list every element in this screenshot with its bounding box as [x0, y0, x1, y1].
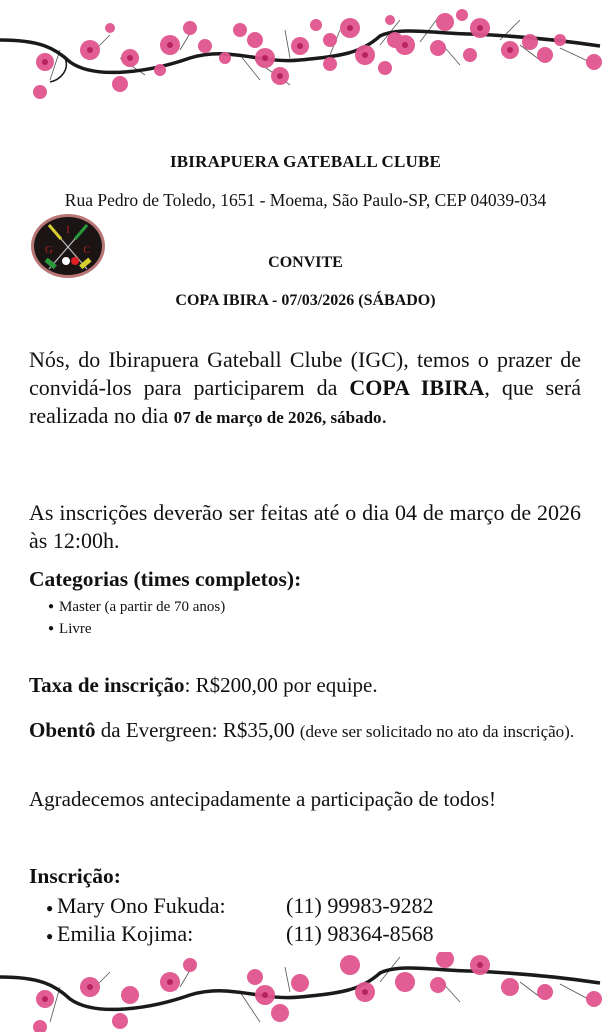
contact-row [46, 892, 434, 920]
invitation-paragraph [29, 346, 581, 432]
category-item: ● Livre [48, 619, 225, 641]
cherry-blossom-branch-bottom [0, 952, 611, 1032]
obento-line [29, 716, 581, 746]
event-heading: COPA IBIRA - 07/03/2026 (SÁBADO) [175, 292, 436, 309]
obento-text: da Evergreen: R$35,00 [95, 718, 300, 742]
categories-list [48, 597, 225, 641]
registration-deadline: As inscrições deverão ser feitas até o dia 04 de março de 2026 às 12:00h. [29, 500, 581, 553]
cherry-blossom-branch-top [0, 0, 611, 100]
logo-letter-c: C [83, 244, 91, 256]
club-name: IBIRAPUERA GATEBALL CLUBE [169, 152, 442, 171]
contact-name: Emilia Kojima: [57, 921, 194, 946]
fee-label: Taxa de inscrição [29, 673, 185, 697]
obento-note: (deve ser solicitado no ato da inscrição). [299, 722, 575, 741]
end-text: . [381, 403, 388, 428]
registration-contacts [46, 892, 434, 948]
event-name: COPA IBIRA [349, 375, 485, 400]
category-item: ● Master (a partir de 70 anos) [48, 597, 225, 619]
club-address: Rua Pedro de Toledo, 1651 - Moema, São Paulo-SP, CEP 04039-034 [64, 190, 547, 210]
document-title: CONVITE [268, 254, 343, 271]
contact-row [46, 920, 434, 948]
categories-title: Categorias (times completos): [29, 567, 302, 591]
event-date: 07 de março de 2026, sábado [173, 408, 382, 427]
contact-name: Mary Ono Fukuda: [57, 893, 226, 918]
fee-value: : R$200,00 por equipe. [184, 673, 378, 697]
registration-title: Inscrição: [29, 864, 121, 888]
contact-phone[interactable]: (11) 99983-9282 [286, 893, 434, 918]
thanks-text: Agradecemos antecipadamente a participação de todos! [29, 787, 497, 811]
intro-text: Nós, do Ibirapuera Gateball Clube (IGC), temos o prazer de convidá-los para participarem da [29, 347, 581, 400]
contact-phone[interactable]: (11) 98364-8568 [286, 921, 434, 946]
fee-line [29, 673, 378, 698]
logo-letter-g: G [45, 244, 53, 256]
logo-letter-i: I [66, 224, 70, 236]
bullet-icon: ● [46, 929, 54, 943]
middle-text: , que será realizada no dia [29, 375, 581, 428]
obento-label: Obentô [29, 718, 96, 742]
bullet-icon: ● [46, 901, 54, 915]
